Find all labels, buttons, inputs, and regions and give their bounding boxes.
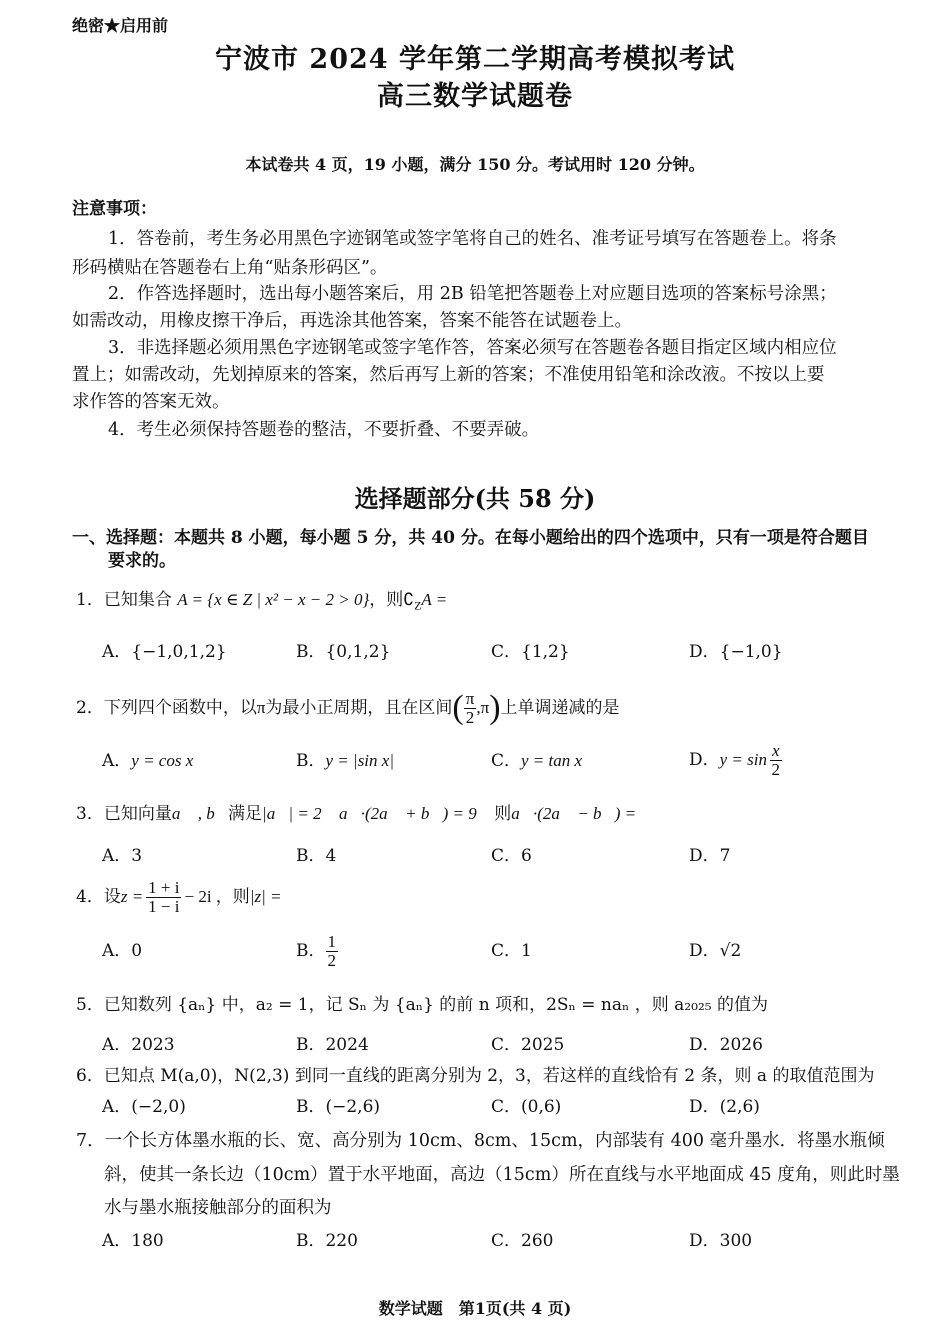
question-expression: − 2i ， — [184, 887, 233, 906]
q6-option-c: C．(0,6) — [491, 1097, 562, 1117]
question-4 — [76, 876, 281, 918]
q6-option-a: A．(−2,0) — [102, 1097, 186, 1117]
q6-option-d: D．(2,6) — [689, 1097, 760, 1117]
exam-summary: 本试卷共 4 页，19 小题，满分 150 分。考试用时 120 分钟。 — [245, 155, 705, 174]
q2-option-d — [689, 740, 782, 780]
note-4: 4．考生必须保持答题卷的整洁，不要折叠、不要弄破。 — [108, 420, 540, 440]
question-text: ，则 — [369, 590, 404, 610]
question-7-line-1 — [76, 1131, 885, 1151]
q7-option-c: C．260 — [491, 1231, 554, 1251]
q3-option-c: C．6 — [491, 846, 532, 866]
q2-option-a — [102, 751, 193, 771]
note-3-line-3: 求作答的答案无效。 — [72, 392, 230, 412]
complement-symbol: ∁ — [403, 590, 415, 609]
variable-z: z = — [120, 887, 144, 906]
fraction-denominator: 2 — [771, 759, 781, 779]
q7-option-a: A．180 — [102, 1231, 164, 1251]
option-expression: y = |sin x| — [325, 751, 394, 770]
q4-option-c: C．1 — [491, 941, 532, 961]
secret-mark: 绝密★启用前 — [72, 16, 169, 35]
fraction-denominator: 2 — [327, 950, 336, 970]
vector-names: a⃗ , b⃗ — [171, 804, 229, 823]
question-number: 7． — [76, 1131, 105, 1151]
question-number: 4． — [76, 887, 104, 907]
q1-option-d: D．{−1,0} — [689, 642, 783, 662]
question-5 — [76, 995, 768, 1015]
exam-subtitle: 高三数学试题卷 — [377, 81, 573, 112]
condition-1: |a⃗| = 2 ， — [262, 804, 340, 823]
fraction-numerator: 1 — [327, 931, 336, 951]
open-paren: ( — [452, 689, 464, 726]
section-title: 选择题部分(共 58 分) — [354, 484, 596, 513]
question-7-line-3: 水与墨水瓶接触部分的面积为 — [104, 1198, 332, 1218]
question-text: 设 — [103, 887, 121, 907]
q4-option-d: D．√2 — [689, 941, 742, 961]
fraction-denominator: 1 − i — [148, 896, 180, 916]
q1-option-c: C．{1,2} — [491, 642, 570, 662]
note-3-line-2: 置上；如需改动，先划掉原来的答案，然后再写上新的答案；不准使用铅笔和涂改液。不按以上要 — [72, 365, 825, 385]
question-expression: A = — [421, 590, 448, 609]
question-text: 已知向量 — [103, 804, 172, 824]
q5-option-d: D．2026 — [689, 1035, 763, 1055]
question-7-line-2: 斜，使其一条长边（10cm）置于水平地面，高边（15cm）所在直线与水平地面成 45 度角，则此时墨 — [104, 1165, 900, 1185]
option-expression: y = tan x — [521, 751, 583, 770]
option-label: C． — [491, 751, 522, 771]
question-text: 则 — [494, 804, 512, 824]
interval-tail: ,π — [476, 698, 490, 717]
note-1-line-2: 形码横贴在答题卷右上角“贴条形码区”。 — [72, 258, 388, 278]
q1-option-b: B．{0,1,2} — [296, 642, 391, 662]
q5-option-b: B．2024 — [296, 1035, 369, 1055]
fraction-numerator: x — [772, 740, 780, 760]
option-label: B． — [296, 751, 326, 771]
condition-2: a⃗·(2a⃗ + b⃗) = 9 ， — [339, 804, 495, 823]
section-intro-line-2: 要求的。 — [108, 551, 176, 571]
section-intro-line-1: 一、选择题：本题共 8 小题，每小题 5 分，共 40 分。在每小题给出的四个选项中，只有一项是符合题目 — [72, 528, 869, 548]
question-6 — [76, 1066, 874, 1086]
question-number: 6． — [76, 1066, 104, 1086]
complex-fraction — [146, 879, 181, 916]
question-1 — [76, 590, 447, 615]
question-text: 满足 — [228, 804, 263, 824]
question-text: 下列四个函数中，以 — [103, 698, 257, 718]
option-label: B． — [296, 941, 326, 961]
q3-option-d: D．7 — [689, 846, 731, 866]
fraction-numerator: π — [465, 688, 475, 708]
note-2-line-2: 如需改动，用橡皮擦干净后，再选涂其他答案，答案不能答在试题卷上。 — [72, 311, 632, 331]
q4-option-a: A．0 — [102, 941, 143, 961]
q1-option-a: A．{−1,0,1,2} — [102, 642, 227, 662]
option-fraction — [770, 742, 782, 779]
close-paren: ) — [489, 689, 501, 726]
q2-option-b — [296, 751, 394, 771]
question-number: 1． — [76, 590, 104, 610]
q7-option-b: B．220 — [296, 1231, 358, 1251]
q2-option-c — [491, 751, 582, 771]
question-text: 已知点 M(a,0)，N(2,3) 到同一直线的距离分别为 2，3，若这样的直线恰有 2 条，则 a 的取值范围为 — [103, 1066, 875, 1086]
q5-option-a: A．2023 — [102, 1035, 175, 1055]
q4-option-b — [296, 930, 338, 972]
question-text: 为最小正周期，且在区间 — [265, 698, 453, 718]
notes-heading: 注意事项： — [72, 199, 157, 219]
q3-option-a: A．3 — [102, 846, 143, 866]
question-number: 3． — [76, 804, 104, 824]
option-label: A． — [102, 751, 132, 771]
question-number: 2． — [76, 698, 104, 718]
set-definition: A = {x ∈ Z | x² − x − 2 > 0} — [177, 590, 370, 609]
modulus-expression: |z| = — [249, 887, 282, 906]
pi-symbol: π — [256, 698, 266, 717]
q7-option-d: D．300 — [689, 1231, 753, 1251]
question-expression: a⃗·(2a⃗ − b⃗) = — [511, 804, 637, 823]
note-3-line-1: 3．非选择题必须用黑色字迹钢笔或签字笔作答，答案必须写在答题卷各题目指定区域内相应位 — [108, 338, 837, 358]
question-text: 则 — [232, 887, 250, 907]
interval-fraction — [464, 690, 477, 727]
note-1-line-1: 1．答卷前，考生务必用黑色字迹钢笔或签字笔将自己的姓名、准考证号填写在答题卷上。将条 — [108, 229, 837, 249]
question-text: 已知数列 {aₙ} 中，a₂ = 1，记 Sₙ 为 {aₙ} 的前 n 项和，2Sₙ = naₙ ，则 a₂₀₂₅ 的值为 — [103, 995, 768, 1015]
question-text: 上单调递减的是 — [500, 698, 620, 718]
option-expression: y = sin — [719, 750, 767, 769]
exam-title: 宁波市 2024 学年第二学期高考模拟考试 — [215, 44, 735, 75]
complement-subscript: Z — [414, 598, 422, 613]
question-text: 一个长方体墨水瓶的长、宽、高分别为 10cm、8cm、15cm，内部装有 400 毫升墨水．将墨水瓶倾 — [104, 1131, 885, 1151]
question-number: 5． — [76, 995, 104, 1015]
fraction-numerator: 1 + i — [148, 877, 180, 897]
question-3 — [76, 804, 636, 824]
option-fraction — [326, 933, 339, 970]
question-2 — [76, 688, 620, 728]
note-2-line-1: 2．作答选择题时，选出每小题答案后，用 2B 铅笔把答题卷上对应题目选项的答案标号涂黑； — [108, 284, 837, 304]
q5-option-c: C．2025 — [491, 1035, 565, 1055]
page-footer: 数学试题 第1页(共 4 页) — [378, 1299, 572, 1318]
question-text: 已知集合 — [103, 590, 172, 610]
q6-option-b: B．(−2,6) — [296, 1097, 381, 1117]
option-expression: y = cos x — [131, 751, 194, 770]
fraction-denominator: 2 — [465, 707, 475, 727]
q3-option-b: B．4 — [296, 846, 337, 866]
option-label: D． — [689, 750, 720, 770]
